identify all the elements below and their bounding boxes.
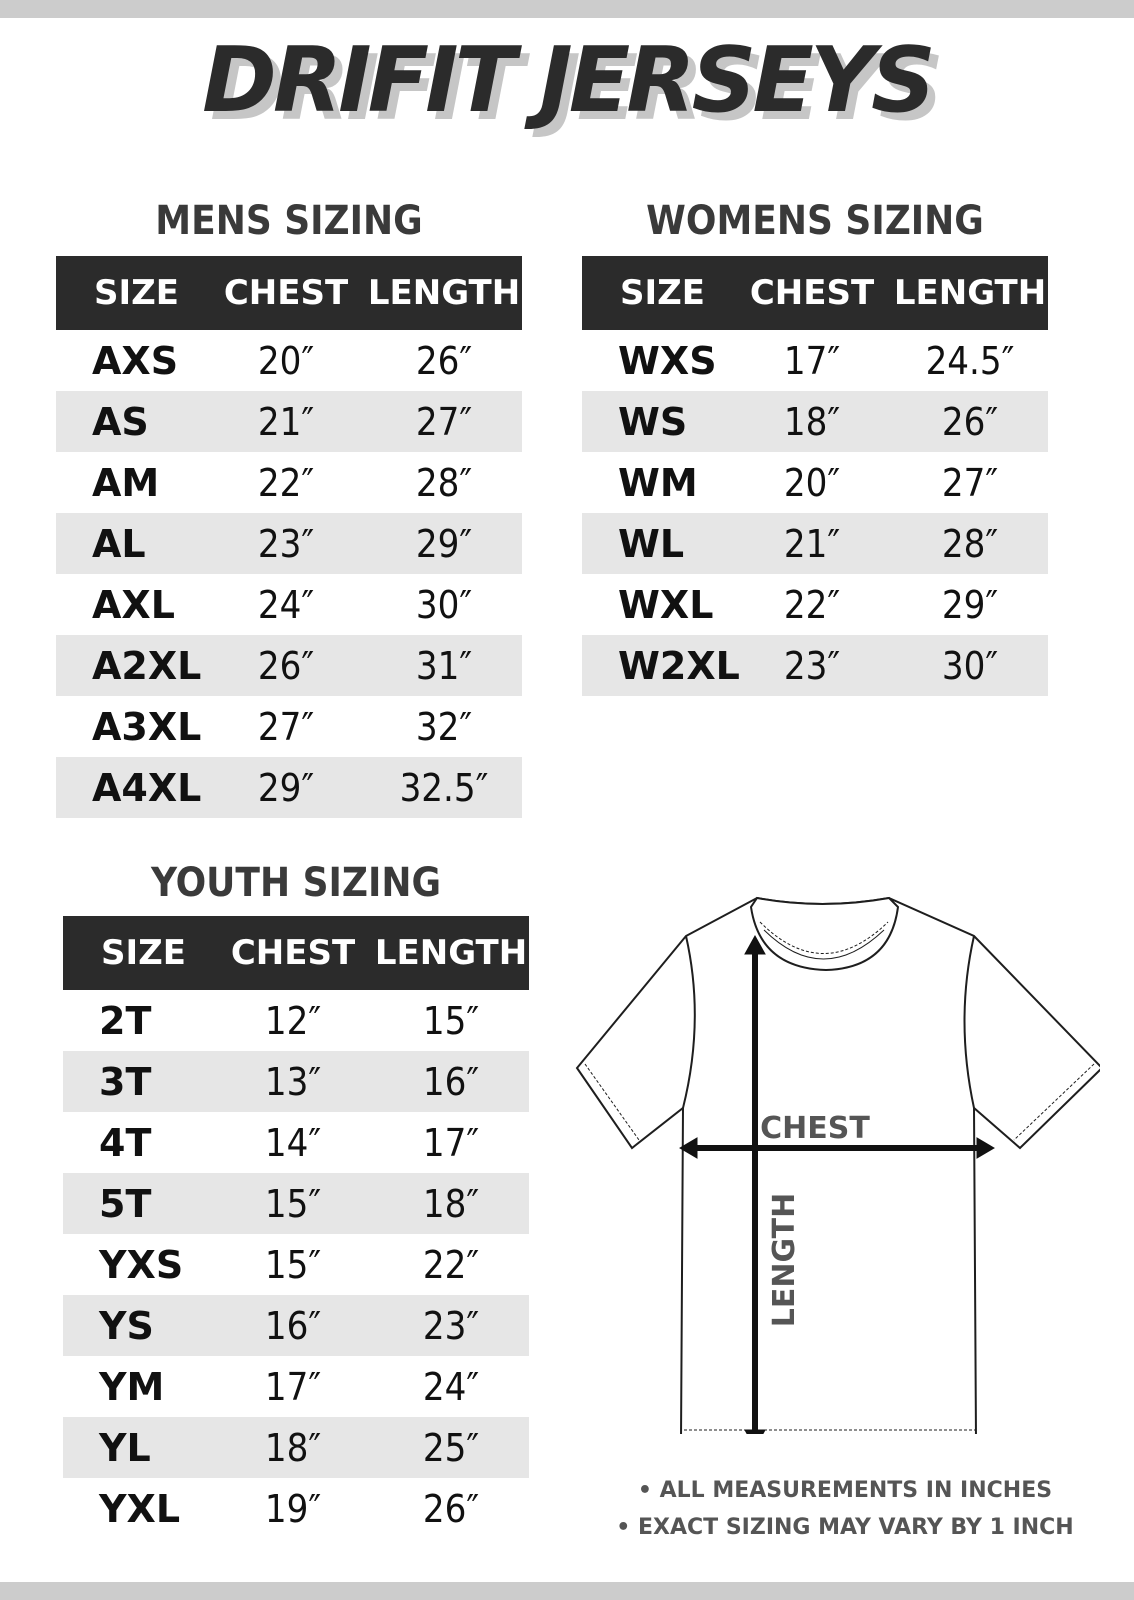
chest-cell: 23″	[257, 521, 315, 566]
table-row	[582, 513, 1048, 574]
size-cell: A4XL	[92, 765, 202, 810]
measurement-note: • ALL MEASUREMENTS IN INCHES	[637, 1478, 1053, 1503]
table-row	[63, 1051, 529, 1112]
size-cell: YXS	[99, 1242, 184, 1287]
chest-cell: 12″	[264, 998, 322, 1043]
chest-cell: 20″	[783, 460, 841, 505]
size-cell: WM	[618, 460, 698, 505]
length-cell: 31″	[415, 643, 473, 688]
length-cell: 26″	[415, 338, 473, 383]
table-row	[63, 1173, 529, 1234]
chest-cell: 15″	[264, 1181, 322, 1226]
size-cell: AXL	[92, 582, 175, 627]
table-row	[56, 513, 522, 574]
length-cell: 16″	[422, 1059, 480, 1104]
chest-cell: 17″	[783, 338, 841, 383]
size-cell: W2XL	[618, 643, 740, 688]
header-length: LENGTH	[367, 273, 521, 313]
length-cell: 28″	[941, 521, 999, 566]
table-row	[63, 1478, 529, 1539]
header-size: SIZE	[101, 933, 187, 973]
chest-cell: 16″	[264, 1303, 322, 1348]
size-cell: AL	[92, 521, 146, 566]
size-cell: 2T	[99, 998, 152, 1043]
chest-cell: 21″	[783, 521, 841, 566]
chest-cell: 21″	[257, 399, 315, 444]
length-cell: 27″	[941, 460, 999, 505]
table-row	[56, 452, 522, 513]
header-chest: CHEST	[223, 273, 349, 313]
size-cell: 3T	[99, 1059, 152, 1104]
table-row	[56, 696, 522, 757]
size-cell: YL	[99, 1425, 151, 1470]
size-cell: YXL	[99, 1486, 181, 1531]
table-row	[63, 1417, 529, 1478]
table-header	[56, 256, 522, 330]
chest-cell: 22″	[257, 460, 315, 505]
length-cell: 32″	[415, 704, 473, 749]
table-row	[582, 330, 1048, 391]
sizing-variance-note: • EXACT SIZING MAY VARY BY 1 INCH	[616, 1515, 1074, 1540]
size-cell: AS	[92, 399, 149, 444]
size-cell: WXS	[618, 338, 717, 383]
table-row	[582, 574, 1048, 635]
bottom-border-bar	[0, 1582, 1134, 1600]
table-row	[56, 574, 522, 635]
header-chest: CHEST	[749, 273, 875, 313]
length-cell: 24.5″	[925, 338, 1015, 383]
table-header	[63, 916, 529, 990]
top-border-bar	[0, 0, 1134, 18]
table-row	[56, 635, 522, 696]
header-length: LENGTH	[893, 273, 1047, 313]
chest-cell: 18″	[783, 399, 841, 444]
chest-cell: 17″	[264, 1364, 322, 1409]
size-cell: WXL	[618, 582, 714, 627]
chest-cell: 26″	[257, 643, 315, 688]
size-cell: A3XL	[92, 704, 202, 749]
table-header	[582, 256, 1048, 330]
table-row	[63, 1234, 529, 1295]
chest-cell: 15″	[264, 1242, 322, 1287]
chest-cell: 23″	[783, 643, 841, 688]
length-cell: 27″	[415, 399, 473, 444]
table-row	[56, 391, 522, 452]
length-cell: 25″	[422, 1425, 480, 1470]
header-size: SIZE	[620, 273, 706, 313]
size-cell: YM	[99, 1364, 165, 1409]
chest-cell: 24″	[257, 582, 315, 627]
size-cell: AXS	[92, 338, 179, 383]
chest-cell: 22″	[783, 582, 841, 627]
size-cell: A2XL	[92, 643, 202, 688]
table-row	[56, 330, 522, 391]
length-cell: 30″	[415, 582, 473, 627]
size-cell: 4T	[99, 1120, 152, 1165]
table-row	[63, 1112, 529, 1173]
length-cell: 26″	[422, 1486, 480, 1531]
size-cell: AM	[92, 460, 160, 505]
chest-cell: 29″	[257, 765, 315, 810]
chest-label: CHEST	[760, 1111, 870, 1146]
tshirt-outline	[577, 898, 1100, 1434]
header-length: LENGTH	[374, 933, 528, 973]
length-cell: 24″	[422, 1364, 480, 1409]
table-row	[63, 1295, 529, 1356]
chest-cell: 27″	[257, 704, 315, 749]
youth-sizing-title: YOUTH SIZING	[150, 860, 442, 906]
table-row	[582, 635, 1048, 696]
mens-size-table	[56, 256, 522, 818]
length-cell: 29″	[415, 521, 473, 566]
brand-title: DRIFIT JERSEYS	[202, 28, 932, 133]
length-cell: 26″	[941, 399, 999, 444]
womens-sizing-title: WOMENS SIZING	[646, 198, 984, 244]
length-label: LENGTH	[767, 1192, 802, 1328]
length-cell: 23″	[422, 1303, 480, 1348]
length-cell: 32.5″	[399, 765, 489, 810]
header-chest: CHEST	[230, 933, 356, 973]
table-row	[63, 990, 529, 1051]
size-cell: 5T	[99, 1181, 152, 1226]
chest-cell: 19″	[264, 1486, 322, 1531]
tshirt-measurement-diagram	[560, 894, 1100, 1434]
chest-cell: 18″	[264, 1425, 322, 1470]
length-cell: 30″	[941, 643, 999, 688]
table-row	[582, 391, 1048, 452]
table-row	[63, 1356, 529, 1417]
chest-cell: 14″	[264, 1120, 322, 1165]
size-cell: WS	[618, 399, 688, 444]
womens-size-table	[582, 256, 1048, 696]
youth-size-table	[63, 916, 529, 1539]
length-cell: 29″	[941, 582, 999, 627]
length-cell: 15″	[422, 998, 480, 1043]
size-cell: YS	[99, 1303, 154, 1348]
length-cell: 17″	[422, 1120, 480, 1165]
table-row	[56, 757, 522, 818]
length-cell: 22″	[422, 1242, 480, 1287]
length-cell: 18″	[422, 1181, 480, 1226]
chest-cell: 13″	[264, 1059, 322, 1104]
length-cell: 28″	[415, 460, 473, 505]
size-cell: WL	[618, 521, 685, 566]
mens-sizing-title: MENS SIZING	[155, 198, 423, 244]
header-size: SIZE	[94, 273, 180, 313]
table-row	[582, 452, 1048, 513]
chest-cell: 20″	[257, 338, 315, 383]
